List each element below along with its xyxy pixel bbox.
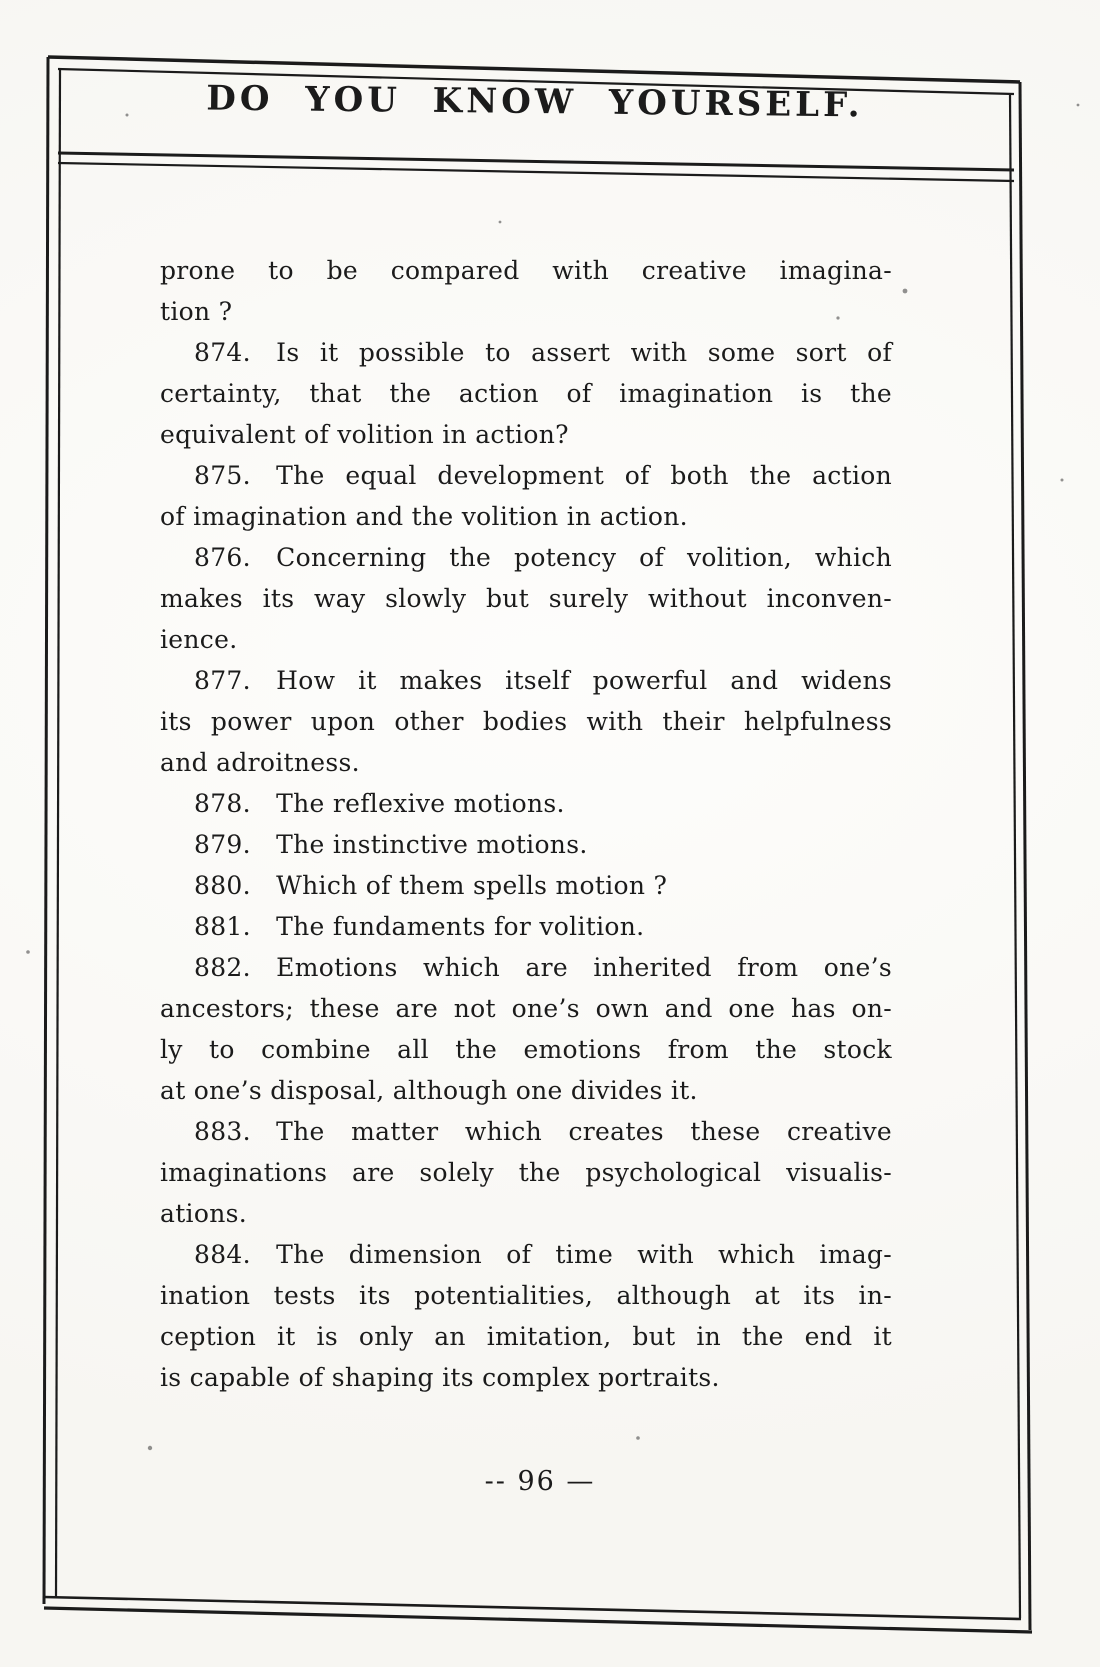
text-line: 881. The fundaments for volition. <box>194 912 645 941</box>
frame-left-inner-rule <box>56 70 60 1598</box>
text-line: 876. Concerning the potency of volition, which <box>194 543 892 572</box>
head-underline-inner <box>58 163 1014 181</box>
text-line: ience. <box>160 625 238 654</box>
text-line: is capable of shaping its complex portraits. <box>160 1363 720 1392</box>
text-line: 875. The equal development of both the action <box>194 461 892 490</box>
text-line: ations. <box>160 1199 247 1228</box>
frame-bottom-outer-rule <box>44 1608 1032 1632</box>
text-line: ination tests its potentialities, although at its in- <box>160 1281 892 1310</box>
frame-left-outer-rule <box>44 57 48 1604</box>
text-line: 877. How it makes itself powerful and widens <box>194 666 892 695</box>
frame-right-outer-rule <box>1020 82 1030 1630</box>
text-line: 880. Which of them spells motion ? <box>194 871 668 900</box>
text-line: imaginations are solely the psychological visualis- <box>160 1158 892 1187</box>
frame-bottom-inner-rule <box>44 1597 1021 1619</box>
text-line: 874. Is it possible to assert with some sort of <box>194 338 892 367</box>
text-line: makes its way slowly but surely without inconven- <box>160 584 892 613</box>
page-title: DO YOU KNOW YOURSELF. <box>206 78 864 126</box>
text-line: tion ? <box>160 297 233 326</box>
text-line: and adroitness. <box>160 748 360 777</box>
text-line: ception it is only an imitation, but in the end it <box>160 1322 892 1351</box>
text-line: of imagination and the volition in action. <box>160 502 688 531</box>
text-line: 878. The reflexive motions. <box>194 789 565 818</box>
text-line: at one’s disposal, although one divides it. <box>160 1076 698 1105</box>
head-underline-outer <box>58 153 1014 170</box>
text-line: equivalent of volition in action? <box>160 420 569 449</box>
text-line: ancestors; these are not one’s own and one has on- <box>160 994 892 1023</box>
text-line: prone to be compared with creative imagina- <box>160 256 892 285</box>
frame-right-inner-rule <box>1010 94 1020 1618</box>
text-line: 883. The matter which creates these creative <box>194 1117 892 1146</box>
text-line: 879. The instinctive motions. <box>194 830 588 859</box>
text-line: its power upon other bodies with their helpfulness <box>160 707 892 736</box>
body-text <box>160 250 892 1398</box>
text-line: 882. Emotions which are inherited from one’s <box>194 953 892 982</box>
text-line: 884. The dimension of time with which imag- <box>194 1240 892 1269</box>
page-number: -- 96 — <box>484 1466 596 1497</box>
text-line: ly to combine all the emotions from the stock <box>160 1035 892 1064</box>
text-line: certainty, that the action of imagination is the <box>160 379 892 408</box>
